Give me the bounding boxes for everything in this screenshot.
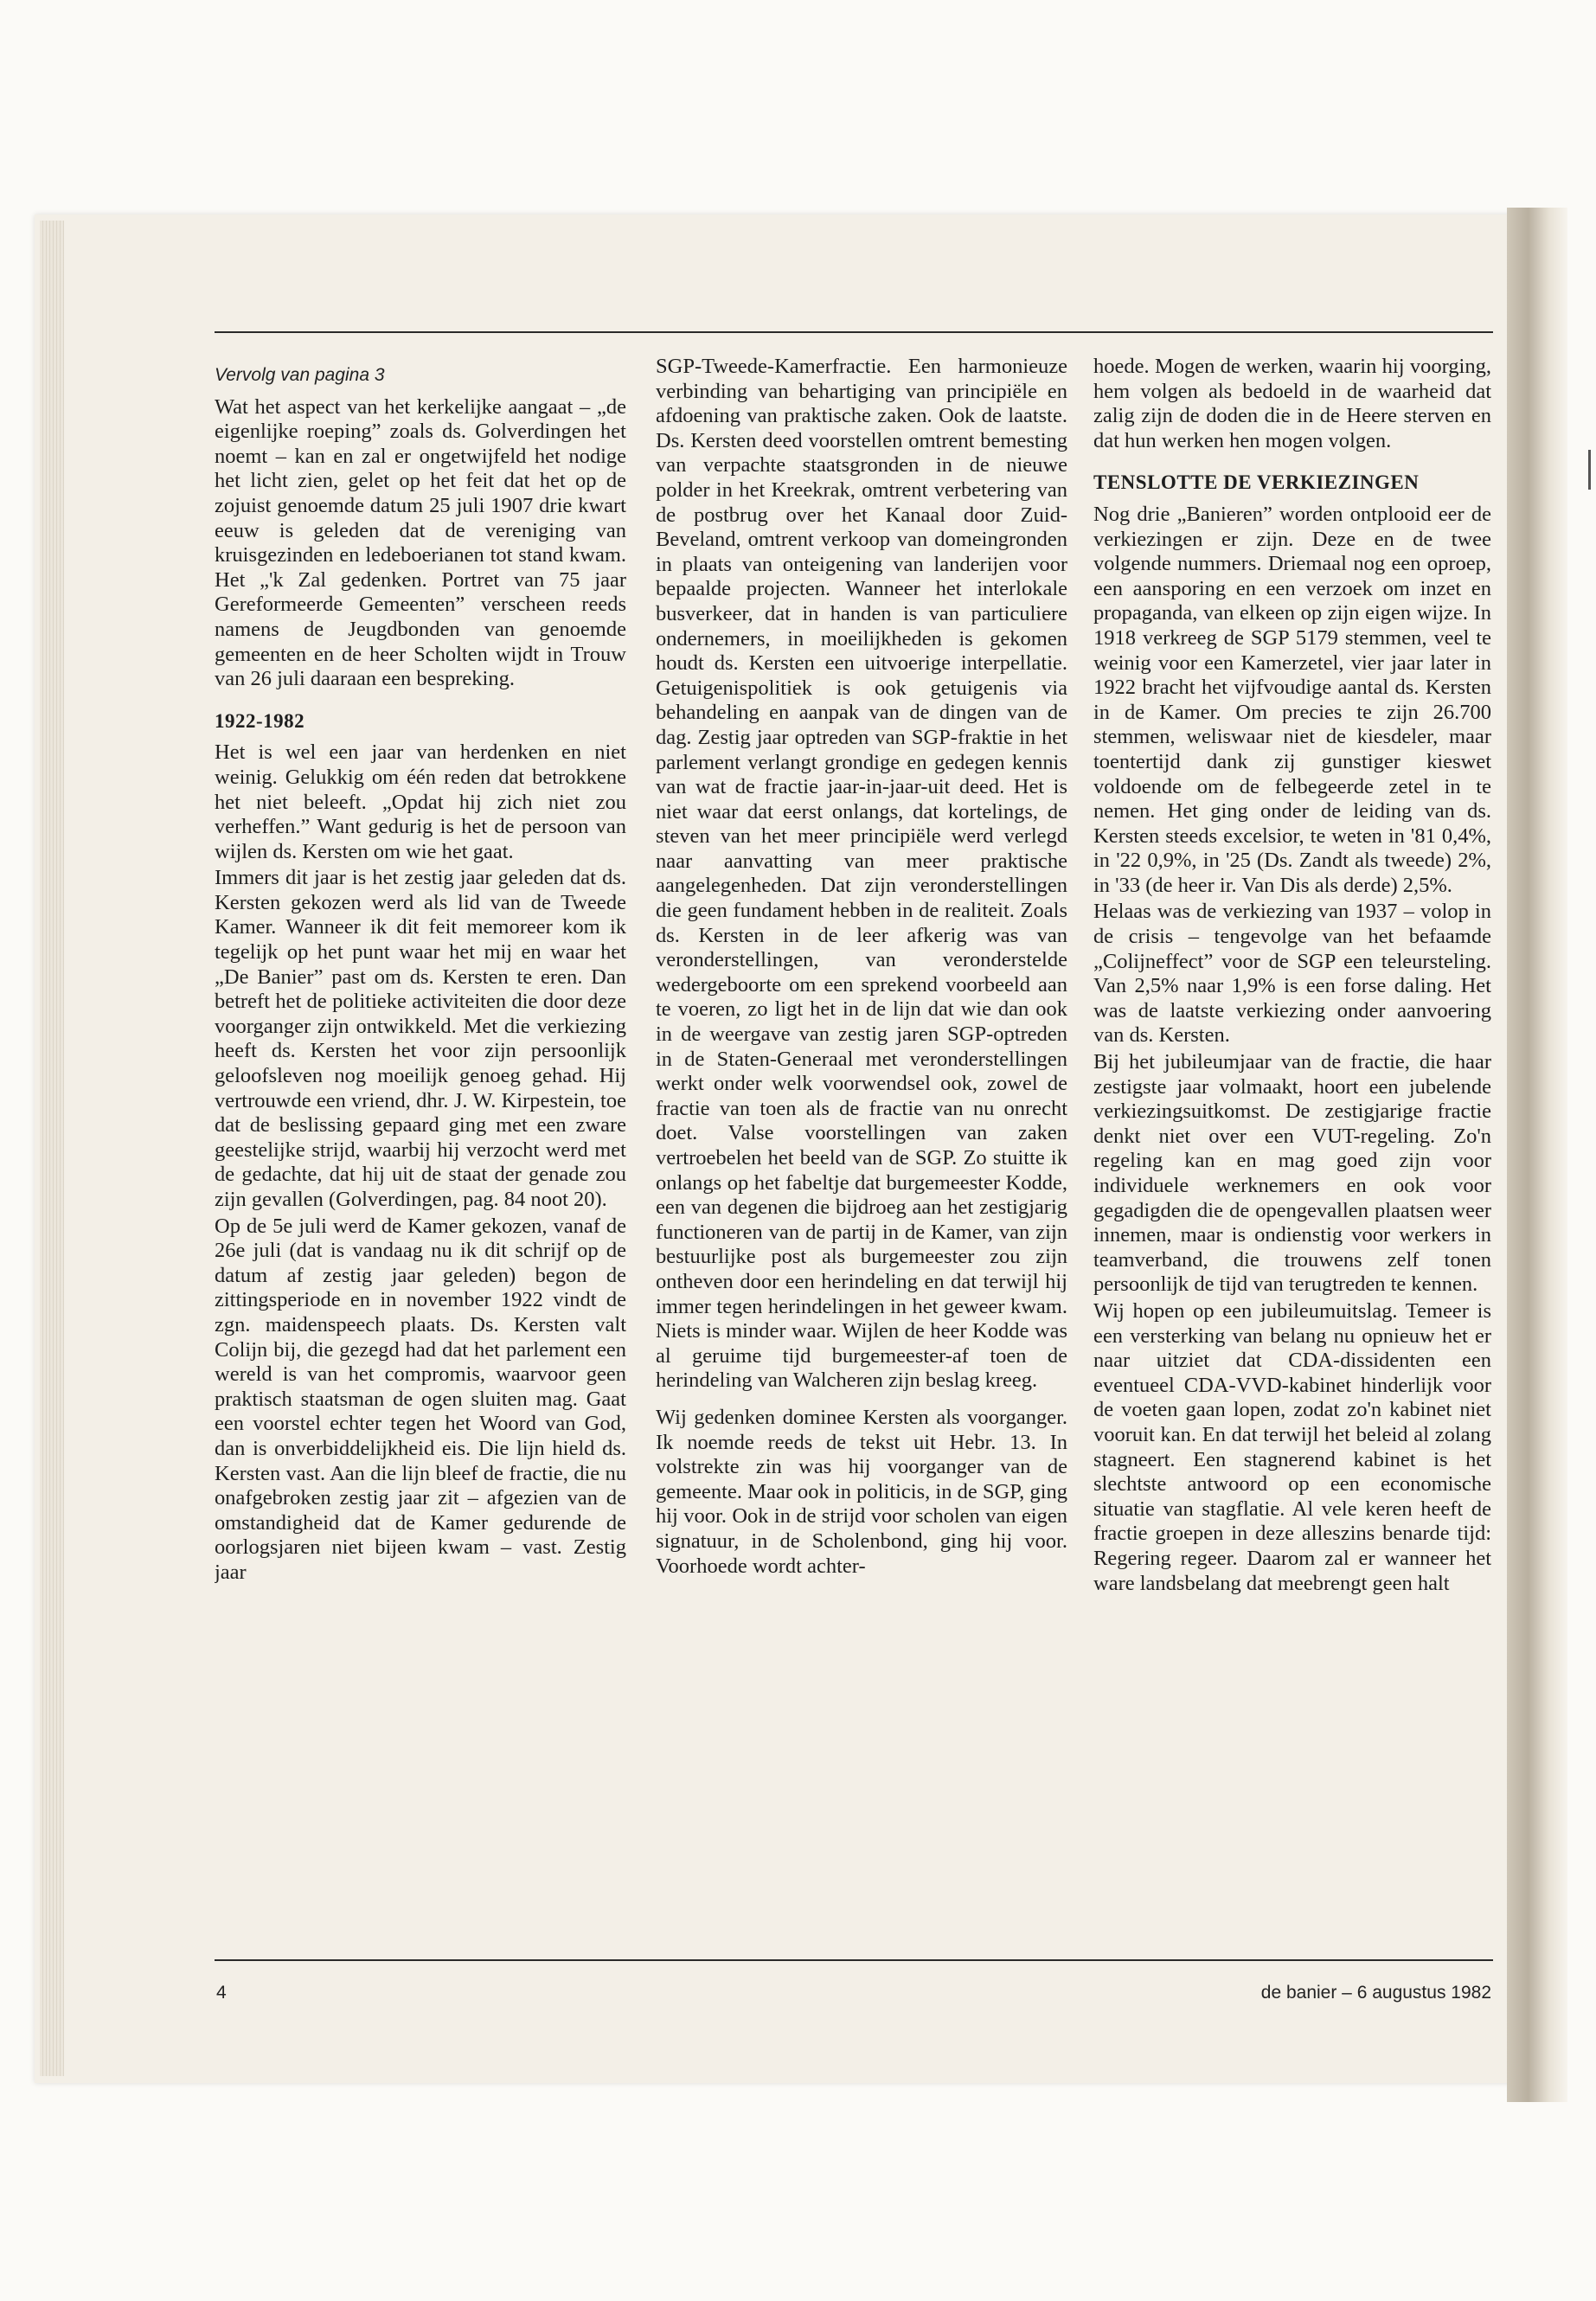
column-3 [1093, 355, 1491, 1981]
paragraph: Nog drie „Banieren” worden ontplooid eer de verkiezingen er zijn. Deze en de twee volgende nummers. Driemaal nog een oproep, een aansporing en een verzoek om inzet en propaganda, van elkeen op zijn eigen wijze. In 1918 verkreeg de SGP 5179 stemmen, veel te weinig voor een Kamerzetel, vier jaar later in 1922 bracht het vijfvoudige aantal ds. Kersten in de Kamer. Om precies te zijn 26.700 stemmen, weliswaar niet de kiesdeler, maar toentertijd dank zij gunstiger kieswet voldoende om de felbegeerde zetel in te nemen. Het ging onder de leiding van ds. Kersten steeds excelsior, te weten in '81 0,4%, in '22 0,9%, in '25 (Ds. Zandt als tweede) 2%, in '33 (de heer ir. Van Dis als derde) 2,5%. [1093, 502, 1491, 897]
subheading: 1922-1982 [215, 709, 305, 732]
paragraph: Helaas was de verkiezing van 1937 – volop in de crisis – tengevolge van het befaamde „Colijneffect” voor de SGP een teleursteling. Van 2,5% naar 1,9% is een forse daling. Het was de laatste verkiezing onder aanvoering van ds. Kersten. [1093, 900, 1491, 1048]
subheading: TENSLOTTE DE VERKIEZINGEN [1093, 471, 1420, 494]
bottom-rule [215, 1959, 1493, 1961]
paragraph: Wij hopen op een jubileumuitslag. Temeer is een versterking van belang nu opnieuw het er naar uitziet dat CDA-dissidenten een eventueel CDA-VVD-kabinet hinderlijk voor de voeten gaan lopen, zodat zo'n kabinet niet vooruit kan. En dat terwijl het beleid al zolang stagneert. Een stagnerend kabinet is het slechtste antwoord op een economische situatie van stagflatie. Al vele keren heeft de fractie groepen in deze alleszins benarde tijd: Regering regeer. Daarom zal er wanneer het ware landsbelang dat meebrengt geen halt [1093, 1298, 1491, 1595]
book-gutter [1507, 208, 1567, 2102]
paragraph: Op de 5e juli werd de Kamer gekozen, vanaf de 26e juli (dat is vandaag nu ik dit schrijf op de datum af zestig jaar geleden) begon de zittingsperiode en in november 1922 vindt de zgn. maidenspeech plaats. Ds. Kersten valt Colijn bij, die gezegd had dat het parlement een wereld is van het compromis, waarvoor geen praktisch staatsman de ogen sluiten mag. Gaat een voorstel echter tegen het Woord van God, dan is onverbiddelijkheid eis. Die lijn hield ds. Kersten vast. Aan die lijn bleef de fractie, die nu onafgebroken zestig jaar zit – afgezien van de omstandigheid dat de Kamer gedurende de oorlogsjaren niet bijeen kwam – vast. Zestig jaar [215, 1214, 626, 1584]
gutter-mark [1588, 450, 1591, 490]
continuation-kicker: Vervolg van pagina 3 [215, 365, 385, 385]
page-number: 4 [216, 1983, 227, 2003]
top-rule [215, 331, 1493, 333]
column-2 [656, 355, 1067, 1981]
paragraph: Wij gedenken dominee Kersten als voorganger. Ik noemde reeds de tekst uit Hebr. 13. In volstrekte zin was hij voorganger van de gemeente. Maar ook in politicis, in de SGP, ging hij voor. Ook in de strijd voor scholen van eigen signatuur, in de Scholenbond, ging hij voor. Voorhoede wordt achter- [656, 1405, 1067, 1578]
paragraph: SGP-Tweede-Kamerfractie. Een harmonieuze verbinding van behartiging van principiële en afdoening van praktische zaken. Ook de laatste. Ds. Kersten deed voorstellen omtrent bemesting van verpachte staatsgronden in de nieuwe polder in het Kreekrak, omtrent verbetering van de postbrug over het Kanaal door Zuid-Beveland, omtrent verkoop van domeingronden in plaats van onteigening van landerijen voor bepaalde projecten. Wanneer het interlokale busverkeer, dat in handen is van particuliere ondernemers, in moeilijkheden is gekomen houdt ds. Kersten een uitvoerige interpellatie. Getuigenispolitiek is ook getuigenis via behandeling en aanpak van de dingen van de dag. Zestig jaar optreden van SGP-fraktie in het parlement verlangt grondige en gedegen kennis van wat de fractie jaar-in-jaar-uit deed. Het is niet waar dat eerst onlangs, dat kortelings, de steven van het meer principiële werd verlegd naar aanvatting van meer praktische aangelegenheden. Dat zijn veronderstellingen die geen fundament hebben in de realiteit. Zoals ds. Kersten in de leer afkerig was van veronderstellingen, van veronderstelde wedergeboorte om een sprekend voorbeeld aan te voeren, zo ligt het in de lijn dat wie dan ook in de weergave van zestig jaren SGP-optreden in de Staten-Generaal met veronderstellingen werkt onder welk voorwendsel ook, zowel de fractie van toen als de fractie van nu onrecht doet. Valse voorstellingen van zaken vertroebelen het beeld van de SGP. Zo stuitte ik onlangs op het fabeltje dat burgemeester Kodde, een van degenen die bijdroeg aan het zestigjarig functioneren van de partij in de Kamer, van zijn bestuurlijke post als burgemeester zou zijn ontheven door een herindeling en dat terwijl hij immer tegen herindelingen in het geweer kwam. Niets is minder waar. Wijlen de heer Kodde was al geruime tijd burgemeester-af toen de herindeling van Walcheren zijn beslag kreeg. [656, 355, 1067, 1393]
paragraph: Immers dit jaar is het zestig jaar geleden dat ds. Kersten gekozen werd als lid van de Tweede Kamer. Wanneer ik dit feit memoreer kom ik tegelijk op het punt waar het mij en waar het „De Banier” past om ds. Kersten te eren. Dan betreft het de politieke activiteiten die door deze voorganger zijn ontwikkeld. Met die verkiezing heeft ds. Kersten het voor zijn persoonlijk geloofsleven nog moeilijk genoeg gehad. Hij vertrouwde een vriend, dhr. J. W. Kirpestein, toe dat de beslissing gepaard ging met een zware geestelijke strijd, waarbij hij verzocht werd met de gedachte, dat hij uit de staat der genade zou zijn gevallen (Golverdingen, pag. 84 noot 20). [215, 866, 626, 1211]
publication-footer: de banier – 6 augustus 1982 [1260, 1983, 1491, 2003]
paragraph: hoede. Mogen de werken, waarin hij voorging, hem volgen als bedoeld in de waarheid dat zalig zijn de doden die in de Heere sterven en dat hun werken hen mogen volgen. [1093, 355, 1491, 452]
paragraph: Wat het aspect van het kerkelijke aangaat – „de eigenlijke roeping” zoals ds. Golverdingen het noemt – kan en zal er ongetwijfeld het nodige het licht zien, gelet op het feit dat het op de zojuist genoemde datum 25 juli 1907 drie kwart eeuw is geleden dat de vereniging van kruisgezinden en ledeboerianen tot stand kwam. Het „'k Zal gedenken. Portret van 75 jaar Gereformeerde Gemeenten” verscheen reeds namens de Jeugdbonden van genoemde gemeenten en de heer Scholten wijdt in Trouw van 26 juli daaraan een bespreking. [215, 394, 626, 691]
paragraph: Het is wel een jaar van herdenken en niet weinig. Gelukkig om één reden dat betrokkene het niet beleeft. „Opdat hij zich niet zou verheffen.” Want gedurig is het de persoon van wijlen ds. Kersten om wie het gaat. [215, 740, 626, 863]
page-stack-edges [40, 221, 64, 2076]
paragraph: Bij het jubileumjaar van de fractie, die haar zestigste jaar volmaakt, hoort een jubelende verkiezingsuitkomst. De zestigjarige fractie denkt niet over een VUT-regeling. Zo'n regeling kan en mag goed zijn voor individuele werknemers en ook voor gegadigden die de opengevallen plaatsen weer innemen, maar is ondienstig voor werkers in teamverband, die trouwens zelf tonen persoonlijk de tijd van terugtreden te kennen. [1093, 1050, 1491, 1297]
column-1 [215, 355, 626, 1981]
